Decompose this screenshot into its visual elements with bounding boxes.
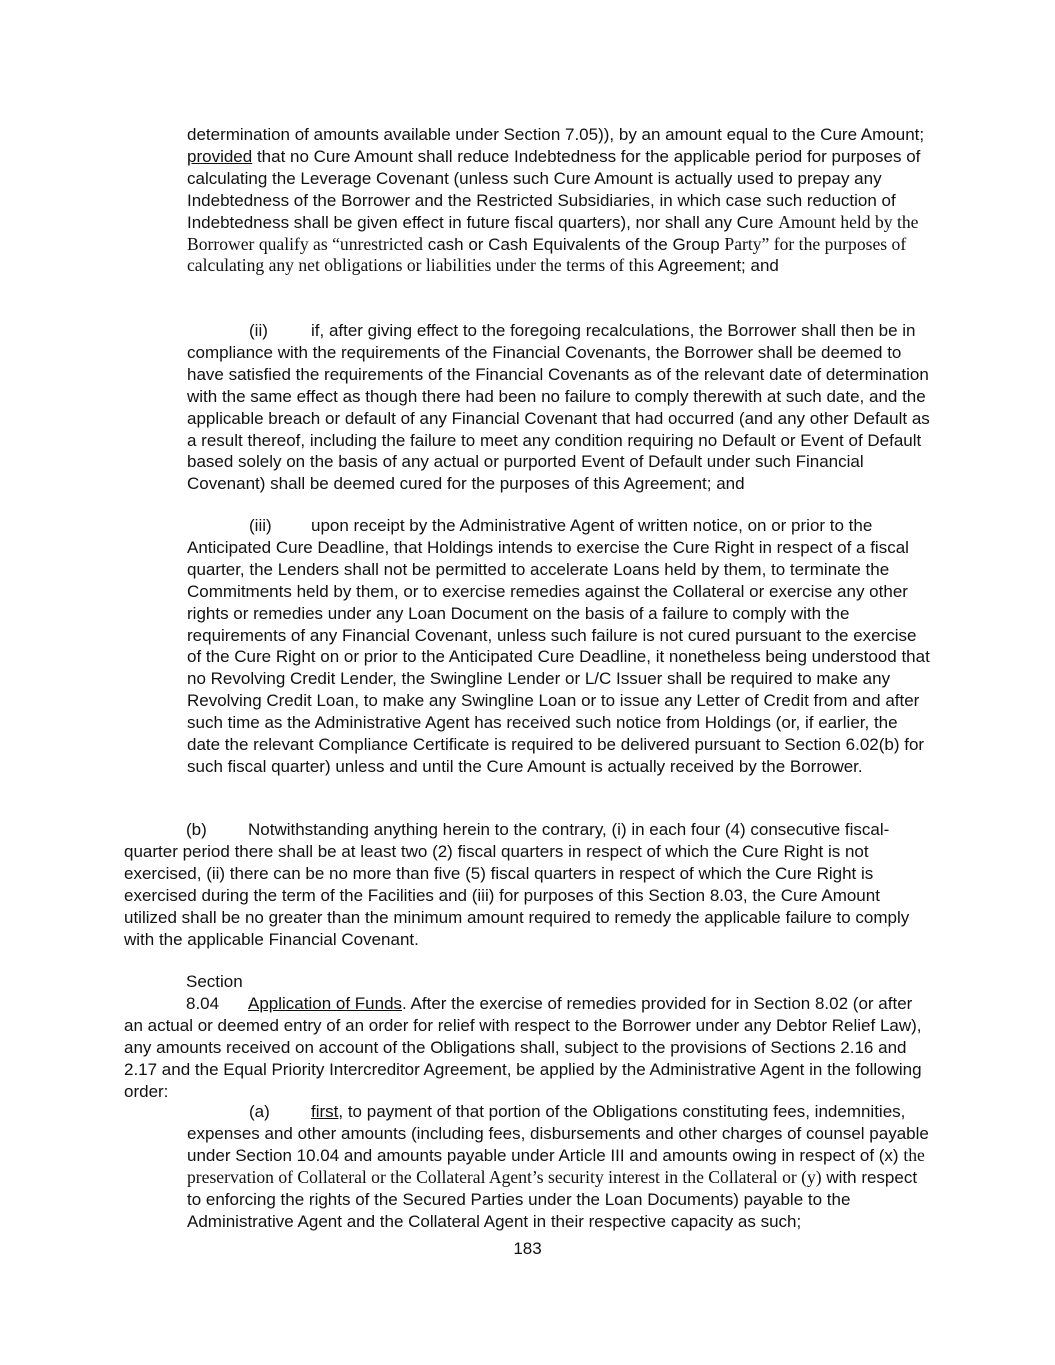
- paragraph-section-8-04: [124, 971, 932, 1102]
- clause-label: (b): [186, 820, 207, 839]
- clause-text: with respect to enforcing the rights of the Secured Parties under the Loan Documents) payable to the Administrative Agent and the Collateral Agent in their respective capacity as such;: [187, 1167, 918, 1231]
- paragraph-ii: [187, 320, 932, 495]
- clause-label: (iii): [249, 516, 272, 535]
- section-heading: Application of Funds: [248, 993, 403, 1013]
- paragraph-iii: [187, 515, 932, 778]
- provided-term: provided: [187, 146, 253, 166]
- clause-label: (ii): [249, 321, 268, 340]
- paragraph-cure-amount: [187, 124, 932, 277]
- clause-text: , to payment of that portion of the Obligations constituting fees, indemnities, expenses and other amounts (including fees, disbursements and other charges of counsel payable under Section 10.04 and amounts payable under Article III and amounts owing in respect of (x): [187, 1102, 929, 1165]
- text-run: that no Cure Amount shall reduce Indebtedness for the applicable period for purposes of calculating the Leverage Covenant (unless such Cure Amount is actually used to prepay any Indebtedness of the Borrower and the Restricted Subsidiaries, in which case such reduction of Indebtedness shall be given effect in future fiscal quarters), nor shall any Cure: [187, 146, 921, 232]
- clause-text: upon receipt by the Administrative Agent of written notice, on or prior to the Anticipated Cure Deadline, that Holdings intends to exercise the Cure Right in respect of a fiscal quarter, the Lenders shall not be permitted to accelerate Loans held by them, to terminate the Commitments held by them, or to exercise remedies against the Collateral or exercise any other rights or remedies under any Loan Document on the basis of a failure to comply with the requirements of any Financial Covenant, unless such failure is not cured pursuant to the exercise of the Cure Right on or prior to the Anticipated Cure Deadline, it nonetheless being understood that no Revolving Credit Lender, the Swingline Lender or L/C Issuer shall be required to make any Revolving Credit Loan, to make any Swingline Loan or to issue any Letter of Credit from and after such time as the Administrative Agent has received such notice from Holdings (or, if earlier, the date the relevant Compliance Certificate is required to be delivered pursuant to Section 6.02(b) for such fiscal quarter) unless and until the Cure Amount is actually received by the Borrower.: [187, 516, 930, 776]
- text-run: Agreement; and: [654, 256, 779, 276]
- text-run: determination of amounts available under Section 7.05)), by an amount equal to the Cure Amount;: [187, 125, 925, 144]
- first-term: first: [311, 1102, 339, 1121]
- section-text: . After the exercise of remedies provided for in Section 8.02 (or after an actual or deemed entry of an order for relief with respect to the Borrower under any Debtor Relief Law), any amounts received on account of the Obligations shall, subject to the provisions of Sections 2.16 and 2.17 and the Equal Priority Intercreditor Agreement, be applied by the Administrative Agent in the following order:: [124, 993, 922, 1101]
- page-number: 183: [513, 1239, 542, 1258]
- text-run-serif: Party” for the purposes of calculating any net obligations or liabilities under the terms of this: [187, 233, 907, 276]
- text-run: cash or Cash Equivalents of the Group: [422, 234, 725, 254]
- clause-label: (a): [249, 1102, 270, 1121]
- paragraph-a: [187, 1101, 932, 1232]
- text-run-serif: the preservation of Collateral or the Collateral Agent’s security interest in the Collateral or (y): [187, 1144, 925, 1187]
- clause-text: Notwithstanding anything herein to the contrary, (i) in each four (4) consecutive fiscal-quarter period there shall be at least two (2) fiscal quarters in respect of which the Cure Right is not exercised, (ii) there can be no more than five (5) fiscal quarters in respect of which the Cure Right is exercised during the term of the Facilities and (iii) for purposes of this Section 8.03, the Cure Amount utilized shall be no greater than the minimum amount required to remedy the applicable failure to comply with the applicable Financial Covenant.: [124, 820, 910, 949]
- text-run-serif: Amount held by the Borrower qualify as “unrestricted: [187, 211, 919, 254]
- section-number: Section 8.04: [186, 972, 243, 1013]
- clause-text: if, after giving effect to the foregoing recalculations, the Borrower shall then be in compliance with the requirements of the Financial Covenants, the Borrower shall be deemed to have satisfied the requirements of the Financial Covenants as of the relevant date of determination with the same effect as though there had been no failure to comply therewith at such date, and the applicable breach or default of any Financial Covenant that had occurred (and any other Default as a result thereof, including the failure to meet any condition requiring no Default or Event of Default based solely on the basis of any actual or purported Event of Default under such Financial Covenant) shall be deemed cured for the purposes of this Agreement; and: [187, 321, 930, 494]
- paragraph-b: [124, 819, 932, 950]
